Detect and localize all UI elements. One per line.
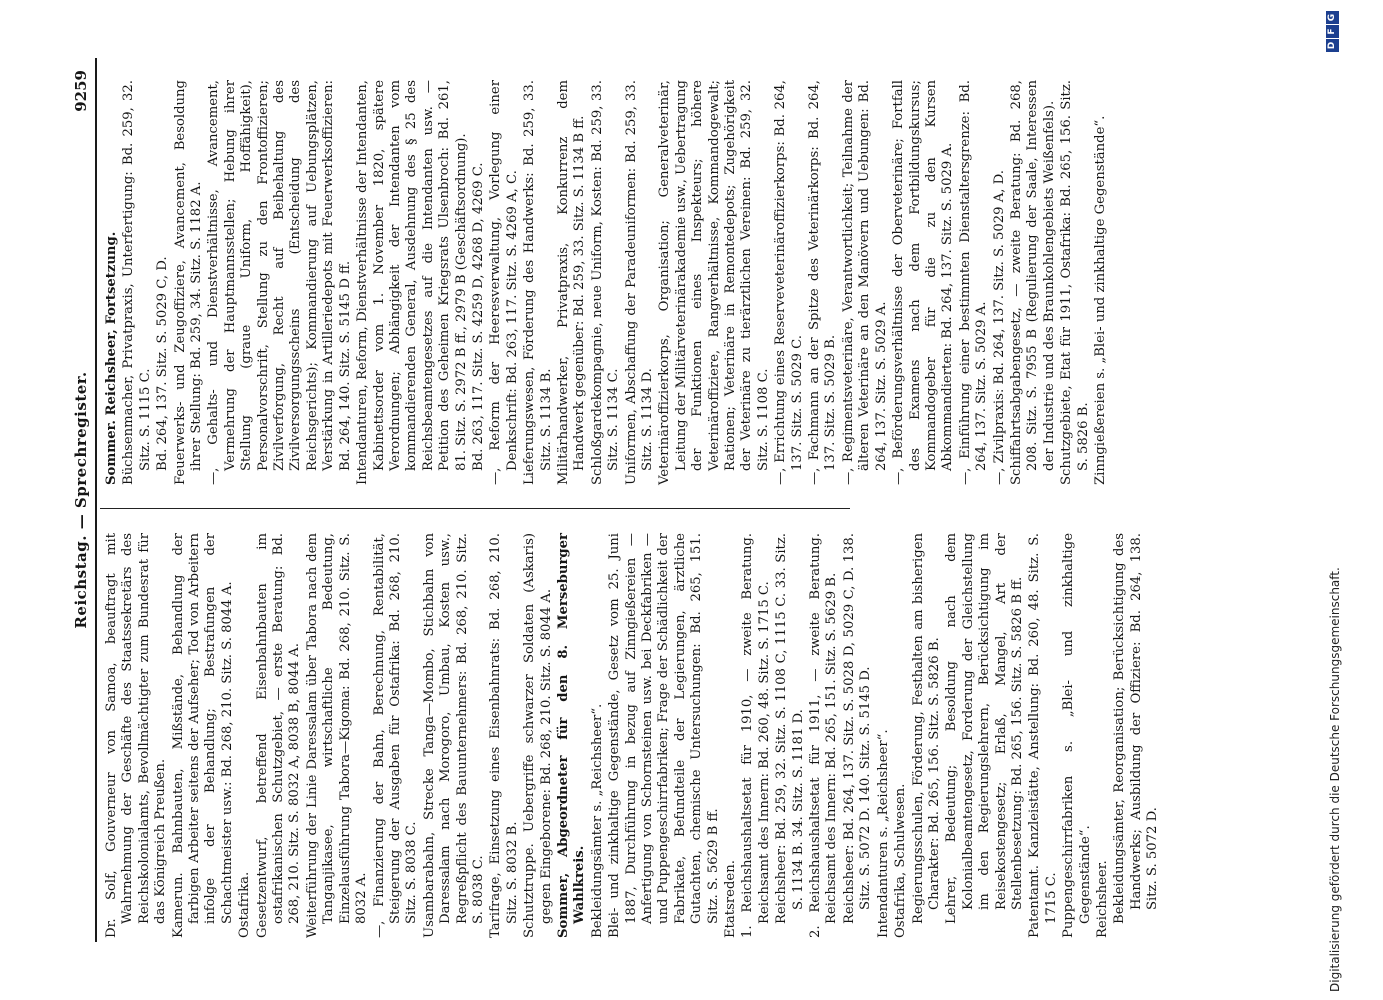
funding-note: Digitalisierung gefördert durch die Deutsche Forschungsgemeinschaft. [1328,567,1342,992]
register-entry: Lehrer, Bedeutung; Besoldung nach dem Kolonialbeamtengesetz, Forderung der Gleichstellung im den Regierungslehrern, Berücksichtigung im Reisekostengesetz; Erlaß, Mangel, Art der Stellenbesetzung: Bd. 265, 156. Sitz. S. 5826 B ff. [944,533,1025,924]
register-entry: Schutzgebiete, Etat für 1911, Ostafrika: Bd. 265, 156. Sitz. S. 5826 B. [1059,80,1091,485]
register-headword: Sommer. Reichsheer, Fortsetzung. [104,231,119,485]
register-entry: Puppengeschirrfabriken s. „Blei- und zinkhaltige Gegenstände“. [1061,533,1093,938]
left-column [104,533,1383,938]
register-entry: Etatsreden. [723,860,739,938]
running-header [72,60,92,940]
dfg-logo-letter: D [1326,39,1339,52]
register-entry: Schiffahrtsabgabengesetz, — zweite Beratung: Bd. 268, 208. Sitz. S. 7955 B (Regulierung der Saale, Interessen der Industrie und des Braunkohlengebiets Weißenfels). [1008,80,1057,485]
register-entry: Veterinäroffizierkorps, Organisation; Generalveterinär, Leitung der Militärveterinärakademie usw., Uebertragung der Funktionen eines Inspekteurs; höhere Veterinäroffiziere, Rangverhältnisse, Kommandogewalt; Rationen; Veterinäre in Remontedepots; Zugehörigkeit der Veterinäre zu tierärztlichen Vereinen: Bd. 259, 32. Sitz. S. 1108 C. [657,80,771,485]
digitization-footer [1320,0,1360,1000]
register-entry: Bekleidungsämter, Reorganisation; Berücksichtigung des Handwerks; Ausbildung der Offiziere: Bd. 264, 138. Sitz. S. 5072 D. [1112,533,1161,924]
dfg-logo-letter: F [1326,25,1339,38]
register-entry: Bekleidungsämter s. „Reichsheer“. [589,703,605,938]
register-entry: Usambarabahn, Strecke Tanga—Mombo, Stichbahn von Daressalam nach Morogoro, Umbau, Kosten usw., Regreßpflicht des Bauunternehmers: Bd. 268, 210. Sitz. S. 8038 C. [421,533,486,938]
register-entry: Patentamt. Kanzleistätte, Anstellung: Bd. 260, 48. Sitz. S. 1715 C. [1027,533,1059,938]
register-entry: —, Finanzierung der Bahn, Berechnung, Rentabilität, Steigerung der Ausgaben für Ostafrika: Bd. 268, 210. Sitz. S. 8038 C. [371,533,420,938]
register-entry: Dr. Solf, Gouverneur von Samoa, beauftragt mit Wahrnehmung der Geschäfte des Staatssekretärs des Reichskolonialamts, Bevollmächtigter zum Bundesrat für das Königreich Preußen. [104,533,169,938]
register-entry: Reichsheer: Bd. 259, 32. Sitz. S. 1108 C, 1115 C. 33. Sitz. S. 1134 B. 34. Sitz. S. 1181 D. [774,533,806,924]
register-entry: Bd. 264, 137. Sitz. S. 5029 C, D. [155,256,171,471]
register-entry: Kamerun. Bahnbauten, Mißstände, Behandlung der farbigen Arbeiter seitens der Aufseher; Tod von Arbeitern infolge der Behandlung; Bestrafungen der Schachtmeister usw.: Bd. 268, 210. Sitz. S. 8044 A. [170,533,235,938]
register-entry: —, Beförderungsverhältnisse der Oberveterinäre; Fortfall des Examens nach dem Fortbildungskursus; Kommandogeber für die zu den Kursen Abkommandierten: Bd. 264, 137. Sitz. S. 5029 A. [891,80,956,485]
register-entry: Schutztruppe. Uebergriffe schwarzer Soldaten (Askaris) gegen Eingeborene: Bd. 268, 210. Sitz. S. 8044 A. [522,533,554,938]
page-number: 9259 [72,70,90,112]
register-entry: —, Fachmann an der Spitze des Veterinärkorps: Bd. 264, 137. Sitz. S. 5029 B. [807,80,839,485]
register-entry: Gesetzentwurf, betreffend Eisenbahnbauten im ostafrikanischen Schutzgebiet, — erste Beratung: Bd. 268, 210. Sitz. S. 8032 A, 8038 B, 8044 A. [254,533,303,938]
register-entry: Intendanturen s. „Reichsheer“. [875,729,891,938]
dfg-logo-letter: G [1326,11,1339,24]
right-column [104,80,1383,485]
register-entry: 1. Reichshaushaltsetat für 1910, — zweite Beratung. Reichsamt des Innern: Bd. 260, 48. Sitz. S. 1715 C. [740,533,772,938]
header-rule [95,58,97,942]
register-entry: Zinngießereien s. „Blei- und zinkhaltige Gegenstände“. [1092,115,1108,485]
register-headword: Sommer, Abgeordneter für den 8. Merseburger Wahlkreis. [555,533,588,938]
register-entry: Uniformen, Abschaffung der Paradeuniformen: Bd. 259, 33. Sitz. S. 1134 D. [623,80,655,485]
page-title: Reichstag. — Sprechregister. [72,371,90,629]
register-entry: —, Gehalts- und Dienstverhältnisse, Avancement, Vermehrung der Hauptmannsstellen; Hebung ihrer Stellung (graue Uniform, Hoffähigkeit), Personalvorschrift, Stellung zu den Frontoffizieren; Zivilverforgung, Recht auf Beibehaltung des Zivilversorgungsscheins (Entscheidung des Reichsgerichts); Kommandierung auf Uebungsplätzen, Verstärkung in Artilleriedepots mit Feuerwerksoffizieren: Bd. 264, 140. Sitz. S. 5145 D ff. [206,80,353,485]
register-entry: —, Zivilpraxis: Bd. 264, 137. Sitz. S. 5029 A, D. [991,170,1007,485]
register-entry: —, Reform der Heeresverwaltung, Vorlegung einer Denkschrift: Bd. 263, 117. Sitz. S. 4269 A, C. [488,80,520,485]
register-entry: Lieferungswesen, Förderung des Handwerks: Bd. 259, 33. Sitz. S. 1134 B. [522,80,554,485]
register-entry: Büchsenmacher, Privatpraxis, Unterfertigung: Bd. 259, 32. Sitz. S. 1115 C. [121,80,153,485]
register-entry: —, Errichtung eines Reserveveterinäroffizierkorps: Bd. 264, 137. Sitz. S. 5029 C. [773,80,805,485]
register-entry: Ostafrika, Schulwesen. [893,783,909,938]
register-entry: Weiterführung der Linie Daressalam über Tabora nach dem Tanganjikasee, wirtschaftliche Bedeutung, Einzelausführung Tabora—Kigoma: Bd. 268, 210. Sitz. S. 8032 A. [304,533,370,938]
register-entry: 2. Reichshaushaltsetat für 1911, — zweite Beratung. Reichsamt des Innern: Bd. 265, 151. Sitz. S. 5629 B. [808,533,840,938]
register-entry: Feuerwerks- und Zeugoffiziere, Avancement, Besoldung ihrer Stellung: Bd. 259, 34. Sitz. S. 1182 A. [172,80,205,485]
register-entry: Reichsheer. [1094,860,1110,938]
register-entry: Bd. 263, 117. Sitz. S. 4259 D, 4268 D, 4269 C. [470,162,486,471]
register-entry: —, Regimentsveterinäre, Verantwortlichkeit; Teilnahme der älteren Veterinäre an den Manövern und Uebungen: Bd. 264, 137. Sitz. S. 5029 A. [840,80,889,485]
register-entry: Intendanturen, Reform, Dienstverhältnisse der Intendanten, Kabinettsorder vom 1. November 1820, spätere Verordnungen; Abhängigkeit der Intendanten vom kommandierenden General, Ausdehnung des § 25 des Reichsbeamtengesetzes auf die Intendanten usw. — Petition des Geheimen Kriegsrats Ulsenbroch: Bd. 261, 81. Sitz. S. 2972 B ff., 2979 B (Geschäftsordnung). [355,80,469,485]
dfg-logo [1326,11,1339,52]
register-entry: Ostafrika. [237,871,253,938]
register-entry: Blei- und zinkhaltige Gegenstände, Gesetz vom 25. Juni 1887, Durchführung in bezug auf Zinngießereien — Anfertigung von Schornsteinen usw. bei Deckfabriken — und Puppengeschirrfabriken; Frage der Schädlichkeit der Fabrikate, Befundteile der Legierungen, ärztliche Gutachten, chemische Untersuchungen: Bd. 265, 151. Sitz. S. 5629 B ff. [607,533,721,938]
register-entry: —, Einführung einer bestimmten Dienstaltersgrenze: Bd. 264, 137. Sitz. S. 5029 A. [957,80,990,485]
register-entry: Schloßgardekompagnie, neue Uniform, Kosten: Bd. 259, 33. Sitz. S. 1134 C. [589,80,622,485]
register-entry: Reichsheer: Bd. 264, 137. Sitz. S. 5028 D, 5029 C, D. 138. Sitz. S. 5072 D. 140. Sitz. S. 5145 D. [841,533,874,924]
register-entry: Tarifrage, Einsetzung eines Eisenbahnrats: Bd. 268, 210. Sitz. S. 8032 B. [488,533,520,938]
column-divider [100,508,850,509]
register-entry: Militärhandwerker, Privatpraxis, Konkurrenz dem Handwerk gegenüber: Bd. 259, 33. Sitz. S. 1134 B ff. [555,80,588,485]
register-entry: Regierungsschulen, Förderung, Festhalten am bisherigen Charakter: Bd. 265, 156. Sitz. S. 5826 B. [910,533,942,924]
